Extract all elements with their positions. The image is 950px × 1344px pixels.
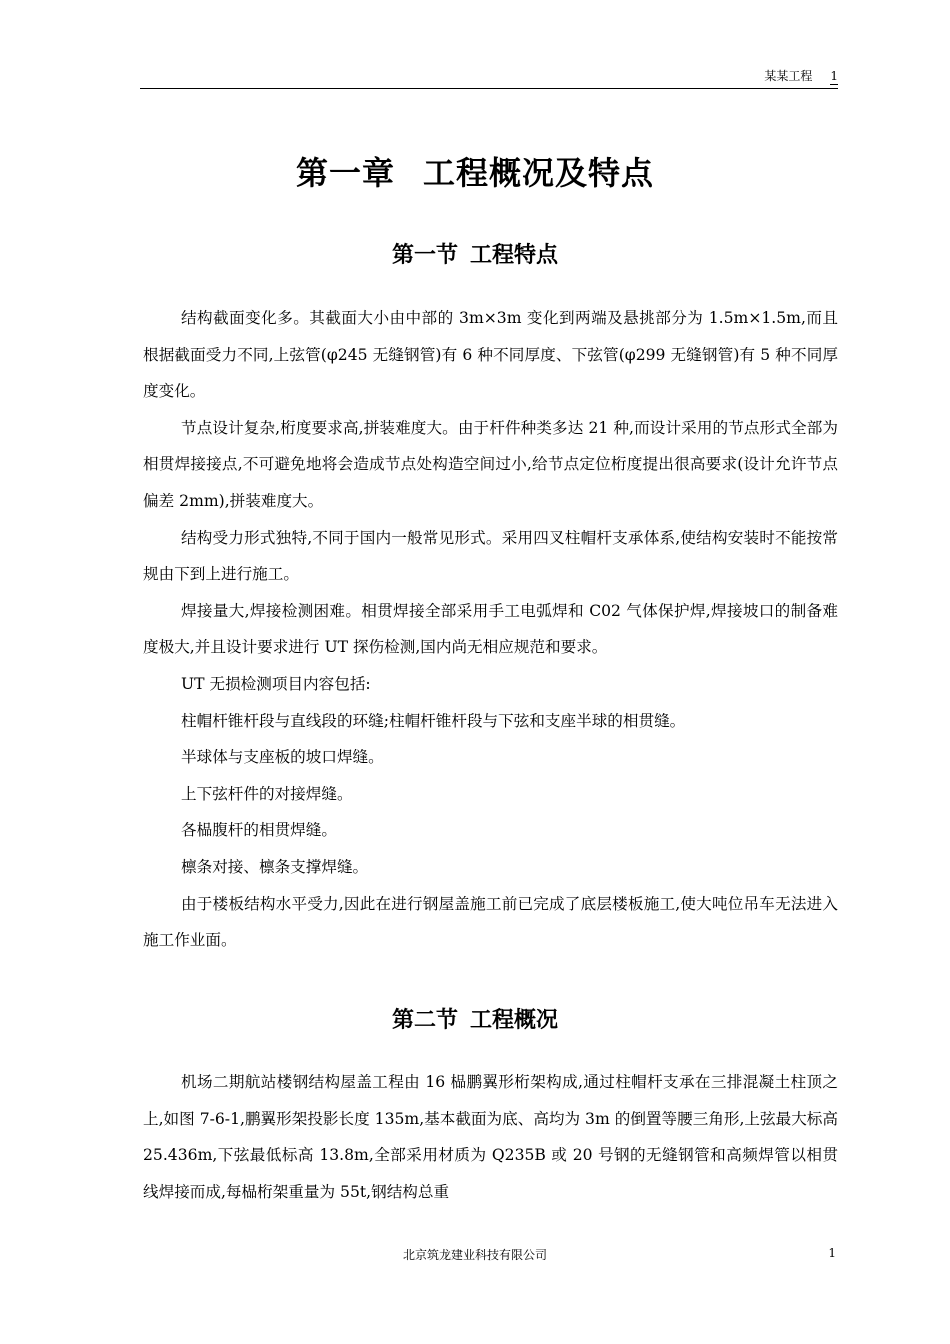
section-label: 第二节 (391, 1008, 458, 1033)
section-heading-2 (0, 1003, 950, 1034)
paragraph: 上下弦杆件的对接焊缝。 (181, 784, 353, 803)
paragraph: 结构受力形式独特,不同于国内一般常见形式。采用四叉柱帽杆支承体系,使结构安装时不能按常规由下到上进行施工。 (143, 528, 838, 584)
chapter-text: 工程概况及特点 (423, 154, 655, 192)
page-footer (0, 1246, 950, 1263)
paragraph: 各榀腹杆的相贯焊缝。 (181, 821, 337, 840)
paragraph: UT 无损检测项目内容包括: (181, 674, 371, 693)
footer-page-number: 1 (828, 1246, 836, 1260)
paragraph: 柱帽杆锥杆段与直线段的环缝;柱帽杆锥杆段与下弦和支座半球的相贯缝。 (181, 711, 686, 730)
page-header (140, 66, 838, 89)
section-title: 工程特点 (470, 243, 559, 268)
section-2-body (143, 1064, 838, 1210)
paragraph: 机场二期航站楼钢结构屋盖工程由 16 榀鹏翼形桁架构成,通过柱帽杆支承在三排混凝土柱顶之上,如图 7-6-1,鹏翼形架投影长度 135m,基本截面为底、高均为 3m 的倒置等腰三角形,上弦最大标高 25.436m,下弦最低标高 13.8m,全部采用材质为 Q235B 或 20 号钢的无缝钢管和高频焊管以相贯线焊接而成,每榀桁架重量为 55t,钢结构总重 (143, 1073, 838, 1201)
footer-company: 北京筑龙建业科技有限公司 (402, 1248, 547, 1262)
header-page-number: 1 (830, 69, 838, 83)
paragraph: 檩条对接、檩条支撑焊缝。 (181, 857, 369, 876)
section-title: 工程概况 (470, 1008, 559, 1033)
paragraph: 由于楼板结构水平受力,因此在进行钢屋盖施工前已完成了底层楼板施工,使大吨位吊车无法进入施工作业面。 (143, 894, 838, 950)
chapter-label: 第一章 (295, 154, 395, 192)
section-heading-1 (0, 238, 950, 269)
paragraph: 节点设计复杂,桁度要求高,拼装难度大。由于杆件种类多达 21 种,而设计采用的节点形式全部为相贯焊接接点,不可避免地将会造成节点处构造空间过小,给节点定位桁度提出很高要求(设计允许节点偏差 2mm),拼装难度大。 (143, 418, 838, 510)
section-1-body (143, 300, 838, 959)
paragraph: 焊接量大,焊接检测困难。相贯焊接全部采用手工电弧焊和 C02 气体保护焊,焊接坡口的制备难度极大,并且设计要求进行 UT 探伤检测,国内尚无相应规范和要求。 (143, 601, 838, 657)
header-title: 某某工程 (764, 69, 813, 83)
section-label: 第一节 (391, 243, 458, 268)
chapter-title (0, 148, 950, 194)
paragraph: 结构截面变化多。其截面大小由中部的 3m×3m 变化到两端及悬挑部分为 1.5m×1.5m,而且根据截面受力不同,上弦管(φ245 无缝钢管)有 6 种不同厚度、下弦管(φ299 无缝钢管)有 5 种不同厚度变化。 (143, 309, 838, 401)
paragraph: 半球体与支座板的坡口焊缝。 (181, 748, 384, 767)
